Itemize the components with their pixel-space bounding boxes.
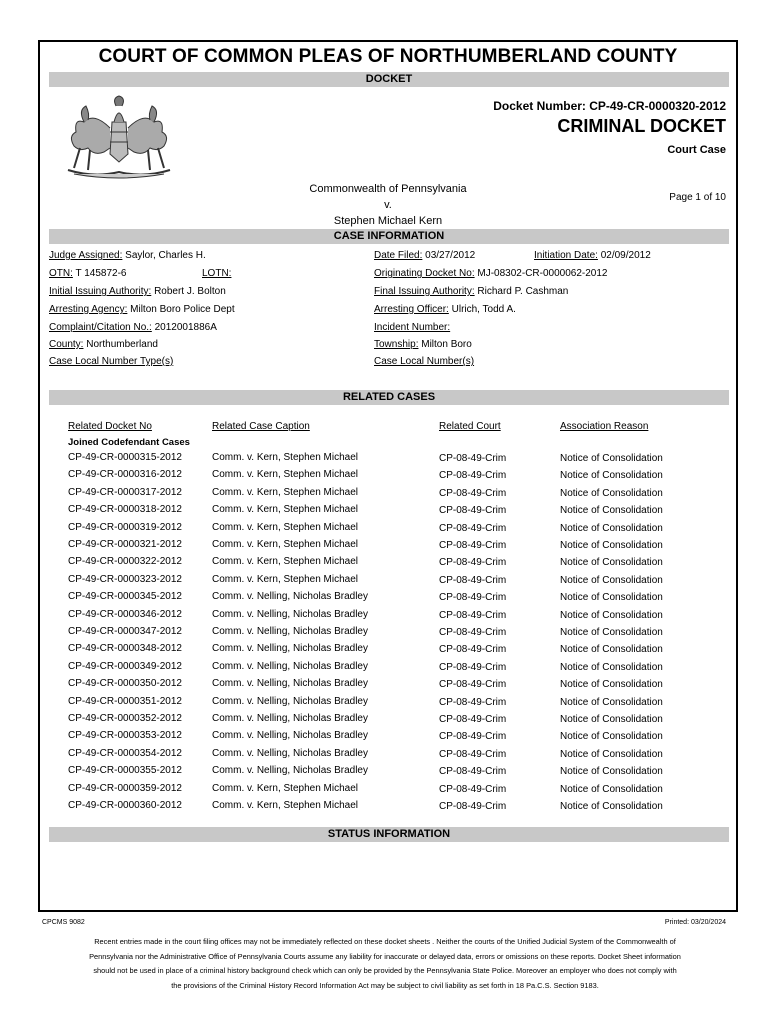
final-issuing-authority-field: [374, 286, 568, 297]
case-local-number-type-field: [49, 356, 173, 367]
association-reason: Notice of Consolidation: [560, 487, 663, 499]
lotn-field: [202, 268, 231, 279]
incident-number-label: Incident Number:: [374, 322, 451, 333]
related-case-caption: Comm. v. Kern, Stephen Michael: [212, 556, 358, 568]
related-docket-no: CP-49-CR-0000359-2012: [68, 782, 182, 794]
related-docket-no: CP-49-CR-0000315-2012: [68, 452, 182, 463]
related-case-caption: Comm. v. Nelling, Nicholas Bradley: [212, 643, 368, 655]
related-court: CP-08-49-Crim: [439, 627, 507, 638]
related-case-caption: Comm. v. Kern, Stephen Michael: [212, 521, 358, 533]
initiation-date-value: 02/09/2012: [600, 250, 651, 261]
case-caption-plaintiff: Commonwealth of Pennsylvania: [309, 183, 467, 195]
related-docket-no: CP-49-CR-0000352-2012: [68, 713, 182, 724]
complaint-citation-label: Complaint/Citation No.:: [49, 322, 152, 333]
related-docket-no: CP-49-CR-0000360-2012: [68, 800, 182, 811]
association-reason: Notice of Consolidation: [560, 592, 663, 604]
arresting-agency-label: Arresting Agency:: [49, 304, 128, 315]
date-filed-value: 03/27/2012: [425, 250, 476, 261]
case-local-numbers-label: Case Local Number(s): [374, 356, 475, 367]
incident-number-field: [374, 322, 450, 333]
related-court: CP-08-49-Crim: [439, 540, 507, 551]
table-row: [40, 539, 736, 556]
association-reason: Notice of Consolidation: [560, 470, 663, 482]
table-row: [40, 574, 736, 591]
related-docket-no: CP-49-CR-0000345-2012: [68, 591, 182, 603]
table-row: [40, 643, 736, 660]
association-reason: Notice of Consolidation: [560, 801, 663, 812]
complaint-citation-field: [49, 322, 217, 333]
association-reason-header: Association Reason: [560, 421, 649, 432]
township-value: Milton Boro: [421, 339, 472, 350]
association-reason: Notice of Consolidation: [560, 679, 663, 691]
county-label: County:: [49, 339, 84, 350]
related-court: CP-08-49-Crim: [439, 731, 507, 743]
related-court: CP-08-49-Crim: [439, 661, 507, 673]
table-row: [40, 661, 736, 678]
related-court: CP-08-49-Crim: [439, 766, 507, 778]
originating-docket-field: [374, 268, 607, 279]
printed-date: Printed: 03/20/2024: [664, 919, 726, 926]
related-court: CP-08-49-Crim: [439, 801, 507, 812]
county-field: [49, 339, 158, 350]
table-row: [40, 626, 736, 643]
association-reason: Notice of Consolidation: [560, 661, 663, 673]
related-docket-no: CP-49-CR-0000351-2012: [68, 695, 182, 707]
related-case-caption: Comm. v. Nelling, Nicholas Bradley: [212, 660, 368, 672]
joined-codefendant-cases-label: Joined Codefendant Cases: [68, 437, 190, 448]
initial-issuing-authority-field: [49, 286, 226, 297]
related-case-caption: Comm. v. Kern, Stephen Michael: [212, 782, 358, 794]
related-case-caption: Comm. v. Nelling, Nicholas Bradley: [212, 608, 368, 620]
arresting-agency-field: [49, 304, 235, 315]
related-court: CP-08-49-Crim: [439, 748, 507, 760]
final-issuing-authority-label: Final Issuing Authority:: [374, 286, 475, 297]
related-case-caption-header: Related Case Caption: [212, 421, 310, 432]
status-information-bar: STATUS INFORMATION: [49, 827, 729, 842]
association-reason: Notice of Consolidation: [560, 453, 663, 464]
related-docket-no: CP-49-CR-0000353-2012: [68, 730, 182, 742]
table-row: [40, 765, 736, 782]
related-case-caption: Comm. v. Kern, Stephen Michael: [212, 469, 358, 481]
docket-type-title: CRIMINAL DOCKET: [557, 116, 726, 136]
case-information-bar: CASE INFORMATION: [49, 229, 729, 244]
related-court: CP-08-49-Crim: [439, 505, 507, 517]
judge-field: [49, 250, 206, 261]
related-court: CP-08-49-Crim: [439, 487, 507, 499]
related-docket-no: CP-49-CR-0000316-2012: [68, 469, 182, 481]
association-reason: Notice of Consolidation: [560, 644, 663, 656]
table-row: [40, 783, 736, 800]
table-row: [40, 469, 736, 486]
date-filed-field: [374, 250, 475, 261]
related-court: CP-08-49-Crim: [439, 644, 507, 656]
related-case-caption: Comm. v. Nelling, Nicholas Bradley: [212, 591, 368, 603]
date-filed-label: Date Filed:: [374, 250, 423, 261]
table-row: [40, 713, 736, 730]
related-court: CP-08-49-Crim: [439, 574, 507, 586]
related-case-caption: Comm. v. Nelling, Nicholas Bradley: [212, 765, 368, 777]
final-issuing-authority-value: Richard P. Cashman: [477, 286, 569, 297]
originating-docket-value: MJ-08302-CR-0000062-2012: [477, 268, 608, 279]
table-row: [40, 696, 736, 713]
related-docket-no: CP-49-CR-0000321-2012: [68, 539, 182, 550]
association-reason: Notice of Consolidation: [560, 766, 663, 778]
otn-label: OTN:: [49, 268, 73, 279]
related-cases-bar: RELATED CASES: [49, 390, 729, 405]
arresting-officer-label: Arresting Officer:: [374, 304, 449, 315]
related-court: CP-08-49-Crim: [439, 522, 507, 534]
page-number: Page 1 of 10: [669, 192, 726, 203]
related-case-caption: Comm. v. Nelling, Nicholas Bradley: [212, 713, 368, 724]
initial-issuing-authority-label: Initial Issuing Authority:: [49, 286, 152, 297]
related-court: CP-08-49-Crim: [439, 592, 507, 604]
association-reason: Notice of Consolidation: [560, 748, 663, 760]
originating-docket-label: Originating Docket No:: [374, 268, 475, 279]
related-case-caption: Comm. v. Kern, Stephen Michael: [212, 452, 358, 463]
related-docket-no: CP-49-CR-0000350-2012: [68, 678, 182, 690]
table-row: [40, 678, 736, 695]
related-docket-no: CP-49-CR-0000317-2012: [68, 486, 182, 498]
association-reason: Notice of Consolidation: [560, 557, 663, 569]
case-caption-versus: v.: [384, 199, 392, 211]
table-row: [40, 452, 736, 469]
association-reason: Notice of Consolidation: [560, 696, 663, 708]
association-reason: Notice of Consolidation: [560, 540, 663, 551]
related-court: CP-08-49-Crim: [439, 609, 507, 621]
association-reason: Notice of Consolidation: [560, 522, 663, 534]
related-case-caption: Comm. v. Nelling, Nicholas Bradley: [212, 695, 368, 707]
disclaimer-text: Recent entries made in the court filing offices may not be immediately reflected on these docket sheets . Neither the courts of the Unified Judicial System of the Commonwealth of Pennsylvania nor the Administrative Office of Pennsylvania Courts assume any liability for inaccurate or delayed data, errors or omissions on these reports. Docket Sheet information should not be used in place of a criminal history background check which can only be provided by the Pennsylvania State Police. Moreover an employer who does not comply with the provisions of the Criminal History Record Information Act may be subject to civil liability as set forth in 18 Pa.C.S. Section 9183.: [89, 937, 681, 990]
table-row: [40, 591, 736, 608]
initial-issuing-authority-value: Robert J. Bolton: [154, 286, 226, 297]
case-caption-defendant: Stephen Michael Kern: [333, 215, 443, 227]
association-reason: Notice of Consolidation: [560, 574, 663, 586]
association-reason: Notice of Consolidation: [560, 731, 663, 743]
related-docket-no: CP-49-CR-0000354-2012: [68, 747, 182, 759]
related-case-caption: Comm. v. Nelling, Nicholas Bradley: [212, 678, 368, 690]
related-court: CP-08-49-Crim: [439, 696, 507, 708]
docket-number: Docket Number: CP-49-CR-0000320-2012: [493, 99, 726, 113]
arresting-officer-field: [374, 304, 516, 315]
related-docket-no: CP-49-CR-0000346-2012: [68, 608, 182, 620]
initiation-date-label: Initiation Date:: [534, 250, 598, 261]
related-docket-no: CP-49-CR-0000322-2012: [68, 556, 182, 568]
related-case-caption: Comm. v. Nelling, Nicholas Bradley: [212, 626, 368, 637]
township-label: Township:: [374, 339, 419, 350]
pennsylvania-seal-icon: [54, 92, 184, 180]
related-court: CP-08-49-Crim: [439, 470, 507, 482]
association-reason: Notice of Consolidation: [560, 714, 663, 725]
related-case-caption: Comm. v. Kern, Stephen Michael: [212, 504, 358, 516]
case-type: Court Case: [667, 144, 726, 156]
association-reason: Notice of Consolidation: [560, 505, 663, 517]
related-court: CP-08-49-Crim: [439, 453, 507, 464]
related-case-caption: Comm. v. Nelling, Nicholas Bradley: [212, 730, 368, 742]
related-docket-no: CP-49-CR-0000319-2012: [68, 521, 182, 533]
table-row: [40, 556, 736, 573]
table-row: [40, 730, 736, 747]
initiation-date-field: [534, 250, 651, 261]
related-case-caption: Comm. v. Kern, Stephen Michael: [212, 539, 358, 550]
related-court: CP-08-49-Crim: [439, 557, 507, 569]
arresting-officer-value: Ulrich, Todd A.: [451, 304, 516, 315]
court-title: COURT OF COMMON PLEAS OF NORTHUMBERLAND COUNTY: [98, 46, 678, 67]
related-court: CP-08-49-Crim: [439, 783, 507, 795]
otn-field: [49, 268, 126, 279]
related-docket-no: CP-49-CR-0000349-2012: [68, 660, 182, 672]
table-row: [40, 504, 736, 521]
association-reason: Notice of Consolidation: [560, 783, 663, 795]
related-case-caption: Comm. v. Kern, Stephen Michael: [212, 800, 358, 811]
related-case-caption: Comm. v. Nelling, Nicholas Bradley: [212, 747, 368, 759]
complaint-citation-value: 2012001886A: [154, 322, 217, 333]
related-docket-no: CP-49-CR-0000347-2012: [68, 626, 182, 637]
county-value: Northumberland: [86, 339, 158, 350]
related-case-caption: Comm. v. Kern, Stephen Michael: [212, 486, 358, 498]
case-local-numbers-field: [374, 356, 474, 367]
judge-label: Judge Assigned:: [49, 250, 123, 261]
otn-value: T 145872-6: [75, 268, 127, 279]
related-docket-no: CP-49-CR-0000348-2012: [68, 643, 182, 655]
association-reason: Notice of Consolidation: [560, 627, 663, 638]
association-reason: Notice of Consolidation: [560, 609, 663, 621]
related-court: CP-08-49-Crim: [439, 714, 507, 725]
related-case-caption: Comm. v. Kern, Stephen Michael: [212, 573, 358, 585]
related-docket-no: CP-49-CR-0000323-2012: [68, 573, 182, 585]
judge-value: Saylor, Charles H.: [125, 250, 206, 261]
table-row: [40, 487, 736, 504]
table-row: [40, 609, 736, 626]
related-docket-no: CP-49-CR-0000318-2012: [68, 504, 182, 516]
table-row: [40, 522, 736, 539]
table-row: [40, 748, 736, 765]
docket-bar: DOCKET: [49, 72, 729, 87]
related-court-header: Related Court: [439, 421, 501, 432]
related-docket-no: CP-49-CR-0000355-2012: [68, 765, 182, 777]
lotn-label: LOTN:: [202, 268, 232, 279]
form-id: CPCMS 9082: [42, 919, 85, 926]
township-field: [374, 339, 472, 350]
arresting-agency-value: Milton Boro Police Dept: [130, 304, 235, 315]
table-row: [40, 800, 736, 817]
related-docket-no-header: Related Docket No: [68, 421, 152, 432]
docket-page-frame: [38, 40, 738, 912]
case-local-number-type-label: Case Local Number Type(s): [49, 356, 174, 367]
related-court: CP-08-49-Crim: [439, 679, 507, 691]
